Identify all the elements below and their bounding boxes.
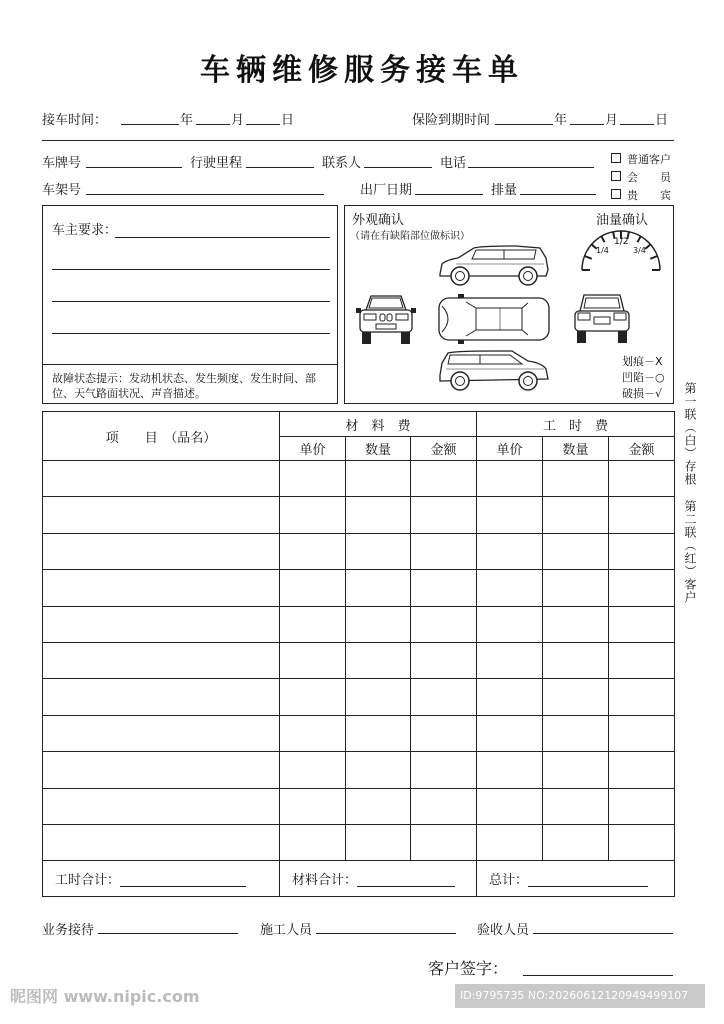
owner-request-label: 车主要求： [52, 223, 118, 238]
labor-unit-price-header: 单价 [477, 437, 543, 461]
vin-field[interactable] [86, 194, 324, 195]
car-rear-view-icon[interactable] [570, 291, 634, 347]
table-cell[interactable] [280, 461, 346, 497]
table-row [43, 570, 675, 606]
checkbox-icon [611, 153, 621, 163]
table-cell[interactable] [477, 642, 543, 678]
table-row [43, 497, 675, 533]
insurance-year-field[interactable] [495, 124, 553, 125]
receive-year-field[interactable] [121, 124, 179, 125]
appearance-label: 外观确认 [352, 213, 405, 228]
table-cell[interactable] [411, 533, 477, 569]
car-top-view-icon[interactable] [436, 294, 552, 344]
fuel-label: 油量确认 [596, 213, 649, 228]
header-divider [42, 140, 674, 141]
displacement-label: 排量 [491, 183, 518, 198]
table-cell[interactable] [411, 570, 477, 606]
inspector-label: 验收人员 [477, 923, 530, 938]
table-cell[interactable] [280, 679, 346, 715]
manufacture-date-field[interactable] [415, 194, 483, 195]
month-label: 月 [231, 113, 245, 128]
phone-label: 电话 [440, 156, 467, 171]
receive-month-field[interactable] [196, 124, 230, 125]
fuel-mark-half: 1/2 [614, 237, 629, 247]
table-cell[interactable] [543, 570, 609, 606]
table-cell[interactable] [346, 533, 411, 569]
table-cell[interactable] [280, 824, 346, 860]
table-cell[interactable] [280, 497, 346, 533]
table-cell[interactable] [543, 497, 609, 533]
fuel-mark-three-quarter: 3/4 [633, 246, 646, 255]
table-row [43, 461, 675, 497]
page-title: 车辆维修服务接车单 [200, 53, 524, 88]
legend-dent: 凹陷－○ [622, 371, 665, 384]
appearance-note: （请在有缺陷部位做标识） [350, 231, 470, 242]
item-cell[interactable] [43, 497, 280, 533]
watermark-right: ID:9795735 NO:20260612120949499107 [460, 989, 689, 1002]
watermark-left: 昵图网 www.nipic.com [10, 987, 200, 1006]
year-label: 年 [180, 113, 194, 128]
grand-total-label: 总计： [489, 873, 529, 889]
table-cell[interactable] [609, 752, 675, 788]
insurance-month-field[interactable] [570, 124, 604, 125]
owner-request-line-3[interactable] [52, 301, 330, 302]
table-cell[interactable] [609, 606, 675, 642]
vin-label: 车架号 [42, 183, 82, 198]
owner-request-line-1[interactable] [115, 237, 330, 238]
material-unit-price-header: 单价 [280, 437, 346, 461]
table-cell[interactable] [411, 788, 477, 824]
material-fee-header: 材 料 费 [280, 412, 477, 437]
table-cell[interactable] [280, 752, 346, 788]
customer-type-regular[interactable]: 普通客户 [611, 151, 671, 167]
item-column-header: 项 目 （品名） [43, 412, 280, 461]
item-cell[interactable] [43, 824, 280, 860]
table-row [43, 679, 675, 715]
table-cell[interactable] [543, 606, 609, 642]
damage-legend [622, 354, 665, 402]
table-cell[interactable] [411, 642, 477, 678]
inspector-field[interactable] [533, 933, 673, 934]
table-cell[interactable] [411, 497, 477, 533]
table-row [43, 642, 675, 678]
table-cell[interactable] [477, 824, 543, 860]
receive-day-field[interactable] [246, 124, 280, 125]
fuel-mark-quarter: 1/4 [596, 246, 609, 255]
table-cell[interactable] [411, 461, 477, 497]
item-cell[interactable] [43, 461, 280, 497]
table-cell[interactable] [346, 606, 411, 642]
mileage-label: 行驶里程 [190, 156, 243, 171]
table-cell[interactable] [543, 752, 609, 788]
table-cell[interactable] [477, 570, 543, 606]
item-cell[interactable] [43, 715, 280, 751]
legend-broken: 破损－√ [622, 387, 663, 400]
table-row [43, 606, 675, 642]
owner-request-line-4[interactable] [52, 333, 330, 334]
insurance-day-field[interactable] [620, 124, 654, 125]
material-total-field[interactable] [357, 886, 455, 887]
table-cell[interactable] [477, 461, 543, 497]
items-table [42, 411, 675, 897]
receive-time-label: 接车时间： [42, 113, 108, 128]
table-cell[interactable] [543, 679, 609, 715]
table-cell[interactable] [346, 752, 411, 788]
material-total-cell [280, 861, 477, 897]
car-side-view-icon[interactable] [436, 244, 552, 290]
table-cell[interactable] [280, 606, 346, 642]
table-cell[interactable] [411, 679, 477, 715]
worker-label: 施工人员 [260, 923, 313, 938]
labor-total-field[interactable] [120, 886, 246, 887]
table-cell[interactable] [346, 788, 411, 824]
contact-label: 联系人 [322, 156, 362, 171]
totals-row [43, 861, 675, 897]
table-cell[interactable] [280, 533, 346, 569]
mileage-field[interactable] [246, 167, 314, 168]
item-cell[interactable] [43, 679, 280, 715]
item-cell[interactable] [43, 788, 280, 824]
labor-amount-header: 金额 [609, 437, 675, 461]
ins-year-label: 年 [554, 113, 568, 128]
material-total-label: 材料合计： [292, 873, 358, 889]
table-cell[interactable] [280, 642, 346, 678]
table-cell[interactable] [346, 824, 411, 860]
table-cell[interactable] [411, 752, 477, 788]
copy-1-label: 第一联（白）存根 [683, 382, 697, 486]
grand-total-field[interactable] [528, 886, 648, 887]
item-cell[interactable] [43, 642, 280, 678]
fuel-gauge-icon [578, 226, 664, 272]
customer-type-member[interactable]: 会 员 [611, 169, 671, 185]
table-cell[interactable] [346, 497, 411, 533]
table-cell[interactable] [609, 570, 675, 606]
table-cell[interactable] [477, 715, 543, 751]
labor-quantity-header: 数量 [543, 437, 609, 461]
table-cell[interactable] [346, 461, 411, 497]
table-cell[interactable] [543, 533, 609, 569]
table-cell[interactable] [543, 461, 609, 497]
table-cell[interactable] [477, 752, 543, 788]
table-cell[interactable] [609, 642, 675, 678]
hint-divider [42, 364, 338, 365]
manufacture-date-label: 出厂日期 [360, 183, 413, 198]
table-cell[interactable] [477, 679, 543, 715]
labor-total-cell [43, 861, 280, 897]
plate-label: 车牌号 [42, 156, 82, 171]
table-cell[interactable] [609, 788, 675, 824]
grand-total-cell [477, 861, 675, 897]
customer-signature-label: 客户签字： [428, 959, 509, 978]
phone-field[interactable] [468, 167, 594, 168]
material-quantity-header: 数量 [346, 437, 411, 461]
customer-signature-field[interactable] [523, 975, 673, 976]
table-cell[interactable] [609, 824, 675, 860]
plate-field[interactable] [86, 167, 182, 168]
table-cell[interactable] [543, 715, 609, 751]
table-cell[interactable] [280, 788, 346, 824]
material-amount-header: 金额 [411, 437, 477, 461]
table-cell[interactable] [543, 788, 609, 824]
ins-month-label: 月 [605, 113, 619, 128]
car-front-view-icon[interactable] [354, 292, 418, 348]
item-cell[interactable] [43, 533, 280, 569]
customer-type-vip[interactable]: 贵 宾 [611, 187, 671, 203]
owner-request-line-2[interactable] [52, 269, 330, 270]
contact-field[interactable] [364, 167, 432, 168]
legend-scratch: 划痕－X [622, 355, 663, 368]
table-cell[interactable] [411, 715, 477, 751]
table-cell[interactable] [346, 642, 411, 678]
fault-hint-text: 故障状态提示：发动机状态、发生频度、发生时间、部位、天气路面状况、声音描述。 [52, 372, 316, 400]
insurance-expiry-label: 保险到期时间 [412, 113, 491, 128]
table-cell[interactable] [609, 461, 675, 497]
worker-field[interactable] [316, 933, 456, 934]
table-row [43, 533, 675, 569]
table-row [43, 788, 675, 824]
item-cell[interactable] [43, 570, 280, 606]
checkbox-icon [611, 189, 621, 199]
table-cell[interactable] [543, 642, 609, 678]
table-cell[interactable] [346, 679, 411, 715]
table-cell[interactable] [609, 497, 675, 533]
car-side-view-2-icon[interactable] [436, 349, 552, 395]
table-cell[interactable] [477, 606, 543, 642]
ins-day-label: 日 [655, 113, 669, 128]
reception-field[interactable] [98, 933, 238, 934]
table-cell[interactable] [346, 570, 411, 606]
table-cell[interactable] [477, 533, 543, 569]
labor-total-label: 工时合计： [55, 873, 121, 889]
displacement-field[interactable] [520, 194, 596, 195]
item-cell[interactable] [43, 752, 280, 788]
checkbox-icon [611, 171, 621, 181]
table-cell[interactable] [543, 824, 609, 860]
table-cell[interactable] [609, 533, 675, 569]
reception-label: 业务接待 [42, 923, 95, 938]
table-cell[interactable] [477, 788, 543, 824]
item-cell[interactable] [43, 606, 280, 642]
table-cell[interactable] [280, 715, 346, 751]
table-cell[interactable] [411, 606, 477, 642]
table-cell[interactable] [411, 824, 477, 860]
copy-2-label: 第二联（红）客户 [683, 500, 697, 604]
table-cell[interactable] [609, 679, 675, 715]
table-row [43, 715, 675, 751]
table-cell[interactable] [609, 715, 675, 751]
table-row [43, 752, 675, 788]
labor-fee-header: 工 时 费 [477, 412, 675, 437]
day-label: 日 [281, 113, 295, 128]
table-cell[interactable] [346, 715, 411, 751]
table-cell[interactable] [280, 570, 346, 606]
table-cell[interactable] [477, 497, 543, 533]
table-row [43, 824, 675, 860]
